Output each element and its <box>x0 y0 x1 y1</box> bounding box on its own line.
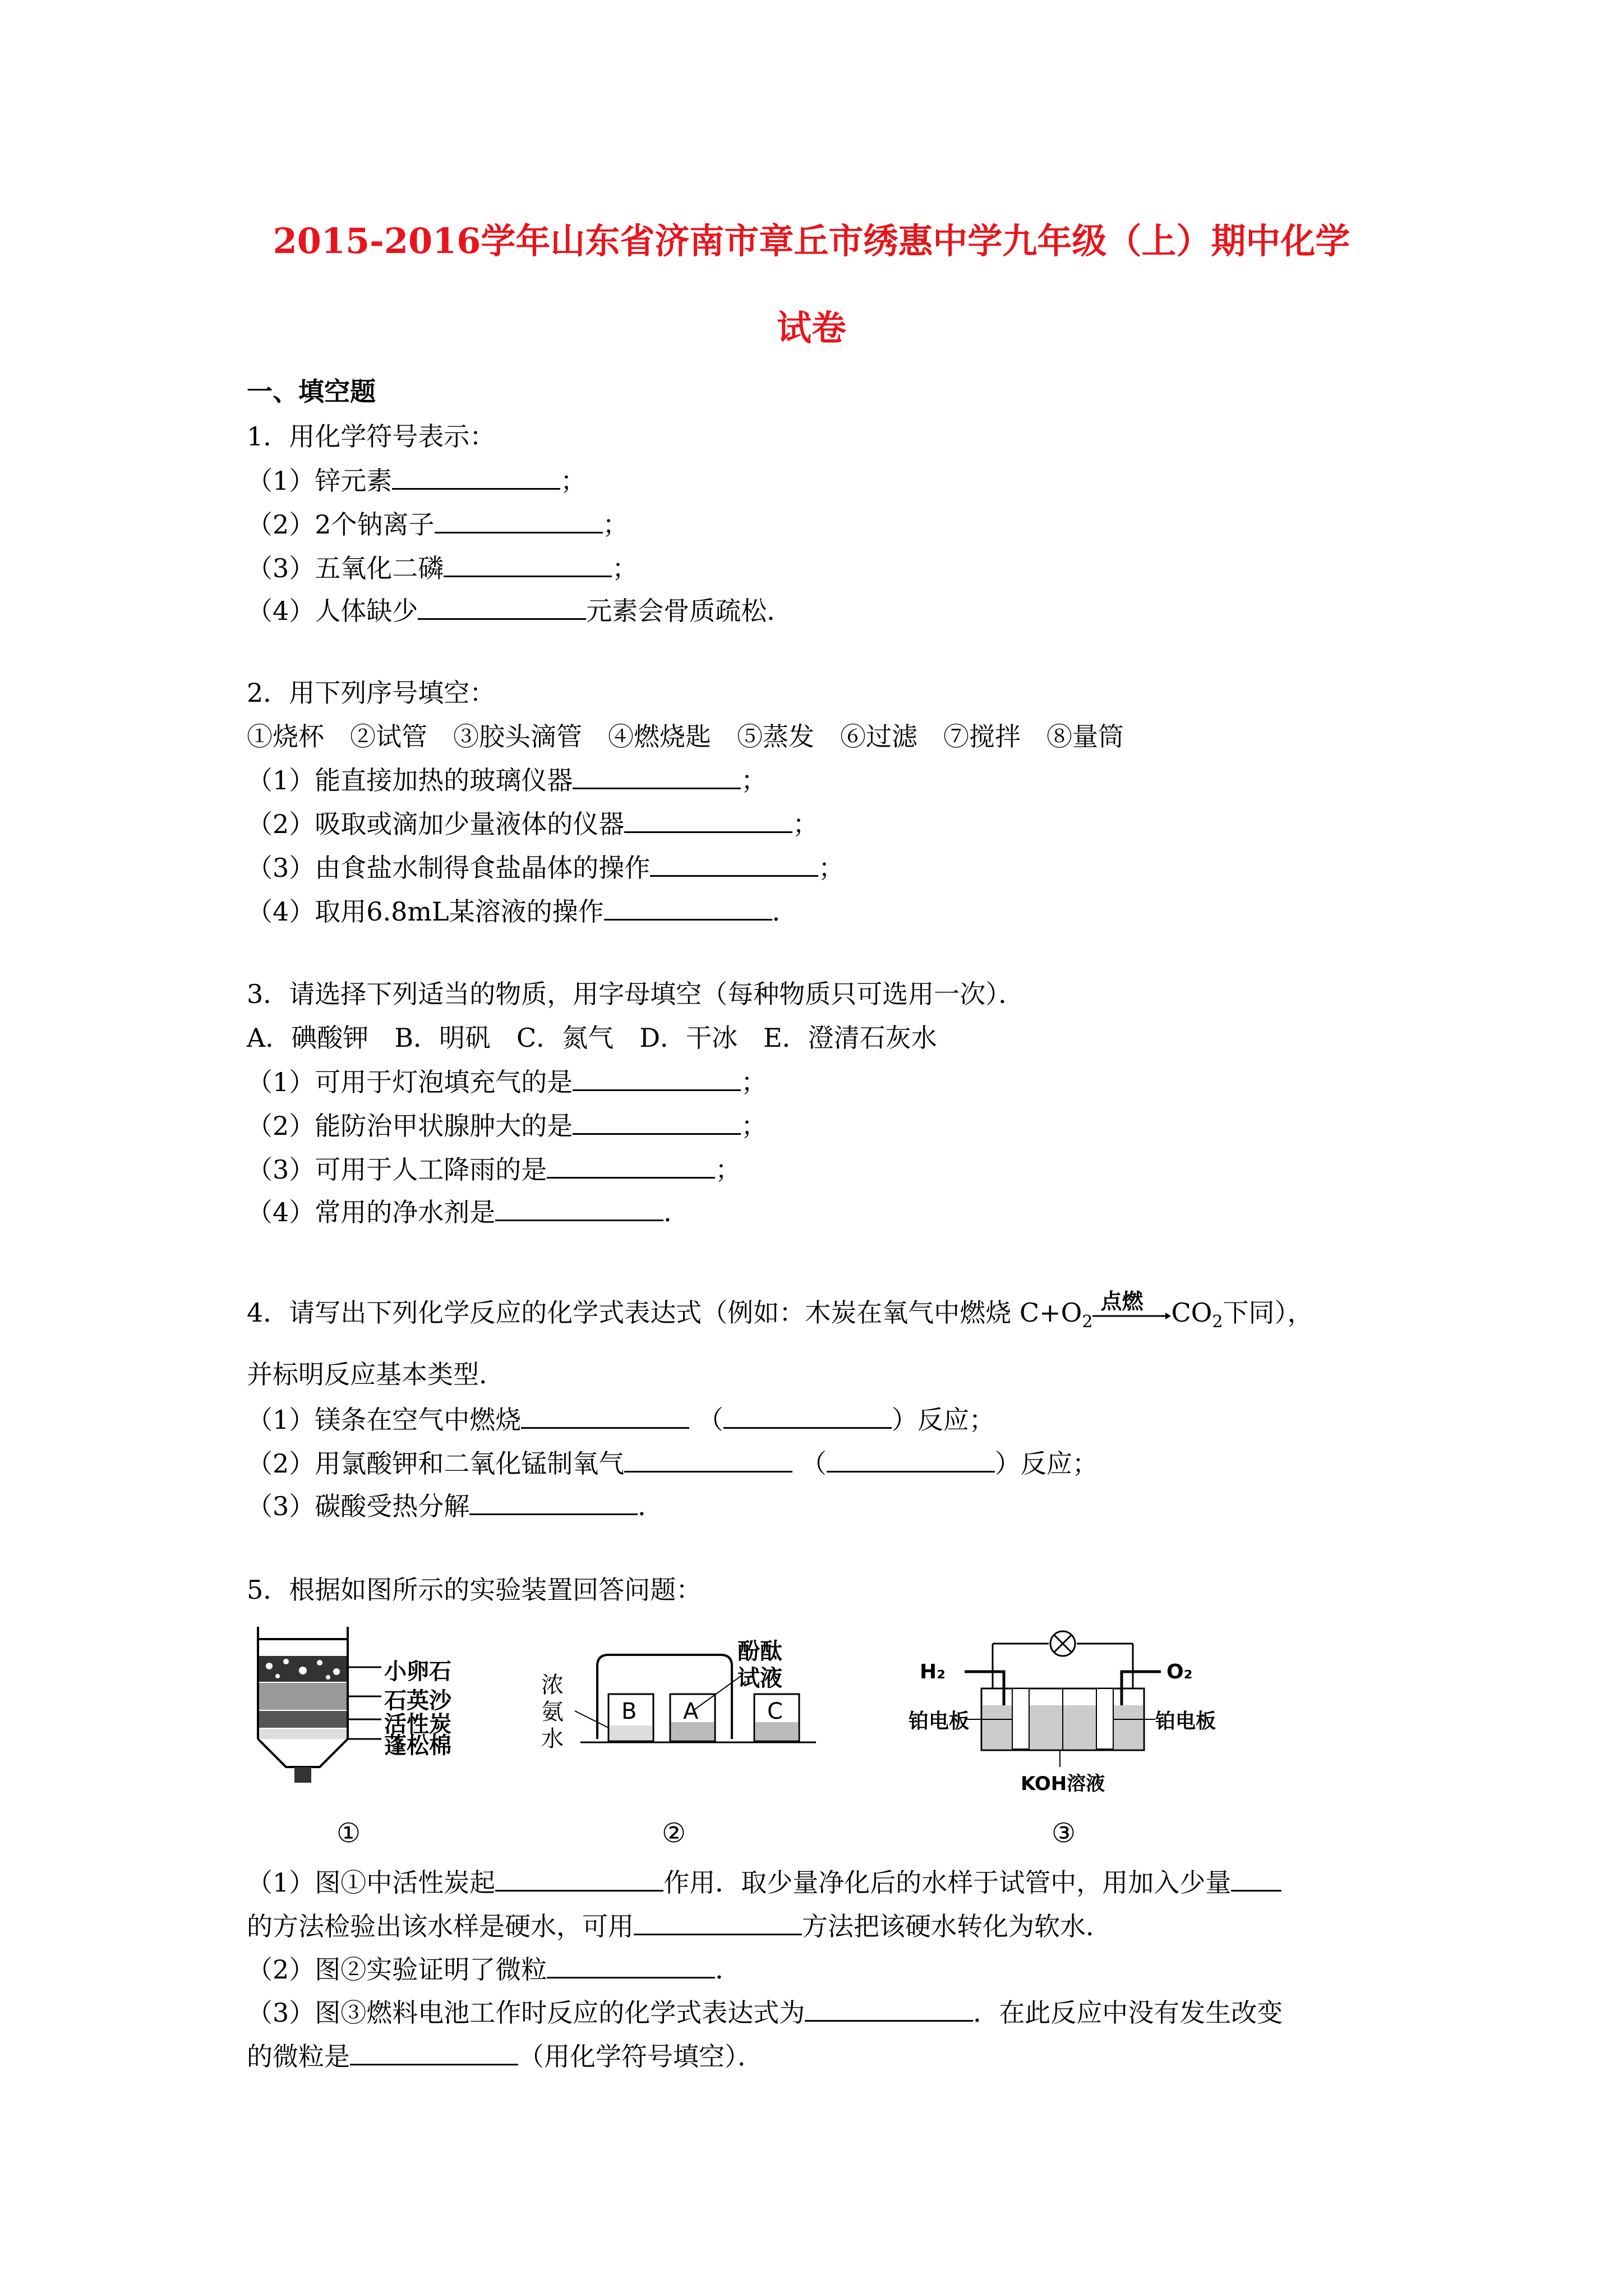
label-h2: H₂ <box>920 1660 946 1683</box>
answer-blank[interactable] <box>650 850 818 877</box>
q3-item-4-text: （4）常用的净水剂是 <box>247 1197 496 1227</box>
q1-item-3-text: （3）五氧化二磷 <box>247 553 444 583</box>
q5-part3-text-a: （3）图③燃料电池工作时反应的化学式表达式为 <box>247 1998 805 2028</box>
q3-item-3-post: ； <box>715 1154 741 1185</box>
label-phenolphthalein <box>737 1638 782 1692</box>
q4-stem-tail: 下同）， <box>1223 1297 1313 1328</box>
label-ammonia-3: 水 <box>541 1726 564 1752</box>
q1-item-1-post: ； <box>560 466 587 496</box>
q5-part3-line2 <box>247 2039 763 2073</box>
q2-item-3-text: （3）由食盐水制得食盐晶体的操作 <box>247 853 651 883</box>
figure-3-number: ③ <box>1052 1818 1076 1849</box>
q1-item-1 <box>247 463 586 498</box>
q5-part1-text-a: （1）图①中活性炭起 <box>247 1867 496 1898</box>
q5-part1-text-d: 方法把该硬水转化为软水． <box>802 1911 1112 1941</box>
paren-open: （ <box>800 1448 827 1479</box>
q4-item-1-text: （1）镁条在空气中燃烧 <box>247 1405 522 1435</box>
q5-part1-text-c: 的方法检验出该水样是硬水，可用 <box>247 1911 634 1941</box>
label-ammonia-1: 浓 <box>541 1672 564 1698</box>
q2-stem: 2．用下列序号填空： <box>247 678 496 708</box>
q2-options: ①烧杯 ②试管 ③胶头滴管 ④燃烧匙 ⑤蒸发 ⑥过滤 ⑦搅拌 ⑧量筒 <box>247 721 1124 752</box>
q3-item-2-post: ； <box>741 1111 767 1141</box>
label-pebbles: 小卵石 <box>384 1659 451 1685</box>
q5-stem: 5．根据如图所示的实验装置回答问题： <box>247 1575 702 1605</box>
q2-item-4 <box>247 894 798 928</box>
q1-item-1-text: （1）锌元素 <box>247 466 393 496</box>
label-activated-carbon: 活性炭 <box>384 1711 451 1737</box>
q2-item-4-text: （4）取用6.8mL某溶液的操作 <box>247 896 604 927</box>
subscript: 2 <box>1212 1312 1223 1332</box>
q2-item-3-post: ； <box>818 853 845 883</box>
q5-part2-text: （2）图②实验证明了微粒 <box>247 1954 547 1985</box>
answer-blank[interactable] <box>418 593 586 620</box>
q1-item-4-text: （4）人体缺少 <box>247 596 418 626</box>
q3-options: A．碘酸钾 B．明矾 C．氮气 D．干冰 E．澄清石灰水 <box>247 1023 937 1053</box>
q2-item-3 <box>247 850 844 885</box>
label-phenolphthalein-1: 酚酞 <box>737 1639 782 1664</box>
q3-item-2 <box>247 1108 767 1143</box>
q3-item-3 <box>247 1152 741 1186</box>
figure-1-number: ① <box>336 1818 361 1849</box>
q2-item-1-text: （1）能直接加热的玻璃仪器 <box>247 765 573 795</box>
q5-part1-line2 <box>247 1909 1112 1943</box>
q2-item-1 <box>247 763 767 797</box>
page-title-line2: 试卷 <box>776 307 846 348</box>
arrow-icon <box>1092 1306 1171 1328</box>
q3-stem: 3．请选择下列适当的物质，用字母填空（每种物质只可选用一次）． <box>247 979 1025 1009</box>
answer-blank[interactable] <box>604 894 772 921</box>
q1-item-3 <box>247 551 638 585</box>
q5-part1-text-b: 作用．取少量净化后的水样于试管中，用加入少量 <box>663 1867 1232 1898</box>
label-o2: O₂ <box>1166 1660 1193 1683</box>
q4-item-3-text: （3）碳酸受热分解 <box>247 1491 470 1521</box>
q3-item-2-text: （2）能防治甲状腺肿大的是 <box>247 1111 573 1141</box>
answer-blank[interactable] <box>444 551 612 577</box>
beaker-c-label: C <box>767 1699 783 1724</box>
q2-item-2 <box>247 807 818 841</box>
q4-co2: CO <box>1171 1297 1212 1328</box>
beaker-a-label: A <box>683 1699 699 1724</box>
label-left-electrode: 铂电板 <box>909 1710 970 1733</box>
beaker-b-label: B <box>621 1699 637 1724</box>
q4-item-2 <box>247 1446 1098 1480</box>
label-cotton: 蓬松棉 <box>384 1733 451 1759</box>
label-ammonia <box>541 1672 564 1752</box>
answer-blank[interactable] <box>573 1108 741 1135</box>
answer-blank[interactable] <box>521 1402 689 1429</box>
q4-item-3 <box>247 1489 663 1523</box>
q3-item-4 <box>247 1195 689 1229</box>
q1-item-4 <box>247 593 792 628</box>
answer-blank[interactable] <box>573 763 741 789</box>
label-phenolphthalein-2: 试液 <box>737 1665 782 1691</box>
q3-item-1-text: （1）可用于灯泡填充气的是 <box>247 1067 573 1097</box>
label-ammonia-2: 氨 <box>541 1699 564 1725</box>
q5-part1-line1 <box>247 1865 1281 1899</box>
paren-close: ）反应； <box>994 1448 1098 1479</box>
q1-stem: 1．用化学符号表示： <box>247 421 496 452</box>
arrow-label: 点燃 <box>1100 1289 1144 1314</box>
figure-2-number: ② <box>662 1818 686 1849</box>
answer-blank[interactable] <box>547 1152 715 1179</box>
q5-part3-text-d: （用化学符号填空）． <box>518 2041 763 2072</box>
q5-part3-text-c: 的微粒是 <box>247 2041 350 2072</box>
figure-fuel-cell <box>909 1627 1223 1862</box>
answer-blank[interactable] <box>350 2039 518 2065</box>
reaction-arrow <box>1092 1289 1171 1326</box>
answer-blank[interactable] <box>573 1065 741 1091</box>
answer-blank[interactable] <box>435 507 603 533</box>
label-right-electrode: 铂电板 <box>1155 1710 1216 1733</box>
paren-close: ）反应； <box>891 1405 995 1435</box>
paren-open: （ <box>697 1405 723 1435</box>
answer-blank[interactable] <box>547 1952 715 1978</box>
q3-item-1-post: ； <box>741 1067 767 1097</box>
label-quartz-sand: 石英沙 <box>384 1688 451 1714</box>
q4-item-1 <box>247 1402 995 1437</box>
q4-stem-text: 4．请写出下列化学反应的化学式表达式（例如：木炭在氧气中燃烧 C+O <box>247 1297 1082 1328</box>
q4-item-2-text: （2）用氯酸钾和二氧化锰制氧气 <box>247 1448 625 1479</box>
figure-ammonia-diffusion <box>536 1627 850 1862</box>
answer-blank[interactable] <box>495 1195 663 1221</box>
q3-item-3-text: （3）可用于人工降雨的是 <box>247 1154 547 1185</box>
q5-part2 <box>247 1952 741 1986</box>
q5-part3-text-b: ．在此反应中没有发生改变 <box>973 1998 1283 2028</box>
label-koh-solution: KOH溶液 <box>1021 1773 1105 1795</box>
q1-item-2-text: （2）2个钠离子 <box>247 509 435 540</box>
answer-blank[interactable] <box>469 1489 638 1515</box>
q2-item-1-post: ； <box>741 765 767 795</box>
q1-item-2-post: ； <box>602 509 629 540</box>
q4-stem <box>247 1289 1313 1339</box>
answer-blank[interactable] <box>1231 1865 1281 1892</box>
q1-item-2 <box>247 507 629 541</box>
page-title-line1: 2015-2016学年山东省济南市章丘市绣惠中学九年级（上）期中化学 <box>273 220 1350 261</box>
q2-item-4-post: ． <box>772 896 798 927</box>
figure-water-filter <box>247 1627 482 1862</box>
answer-blank[interactable] <box>392 463 560 490</box>
answer-blank[interactable] <box>624 1446 792 1473</box>
q1-item-3-post: ； <box>612 553 638 583</box>
q5-part2-post: ． <box>715 1954 741 1985</box>
q3-item-4-post: ． <box>663 1197 690 1227</box>
section-heading: 一、填空题 <box>247 376 376 407</box>
q2-item-2-text: （2）吸取或滴加少量液体的仪器 <box>247 809 625 839</box>
q4-stem-line2: 并标明反应基本类型． <box>247 1359 505 1389</box>
q4-item-3-post: ． <box>638 1491 664 1521</box>
answer-blank[interactable] <box>624 807 792 833</box>
answer-blank[interactable] <box>723 1402 892 1429</box>
q1-item-4-post: 元素会骨质疏松． <box>586 596 793 626</box>
answer-blank[interactable] <box>495 1865 663 1892</box>
answer-blank[interactable] <box>805 1995 973 2022</box>
subscript: 2 <box>1082 1312 1093 1332</box>
answer-blank[interactable] <box>634 1909 802 1935</box>
answer-blank[interactable] <box>827 1446 995 1473</box>
q3-item-1 <box>247 1065 767 1099</box>
q5-part3-line1 <box>247 1995 1283 2030</box>
q2-item-2-post: ； <box>792 809 819 839</box>
